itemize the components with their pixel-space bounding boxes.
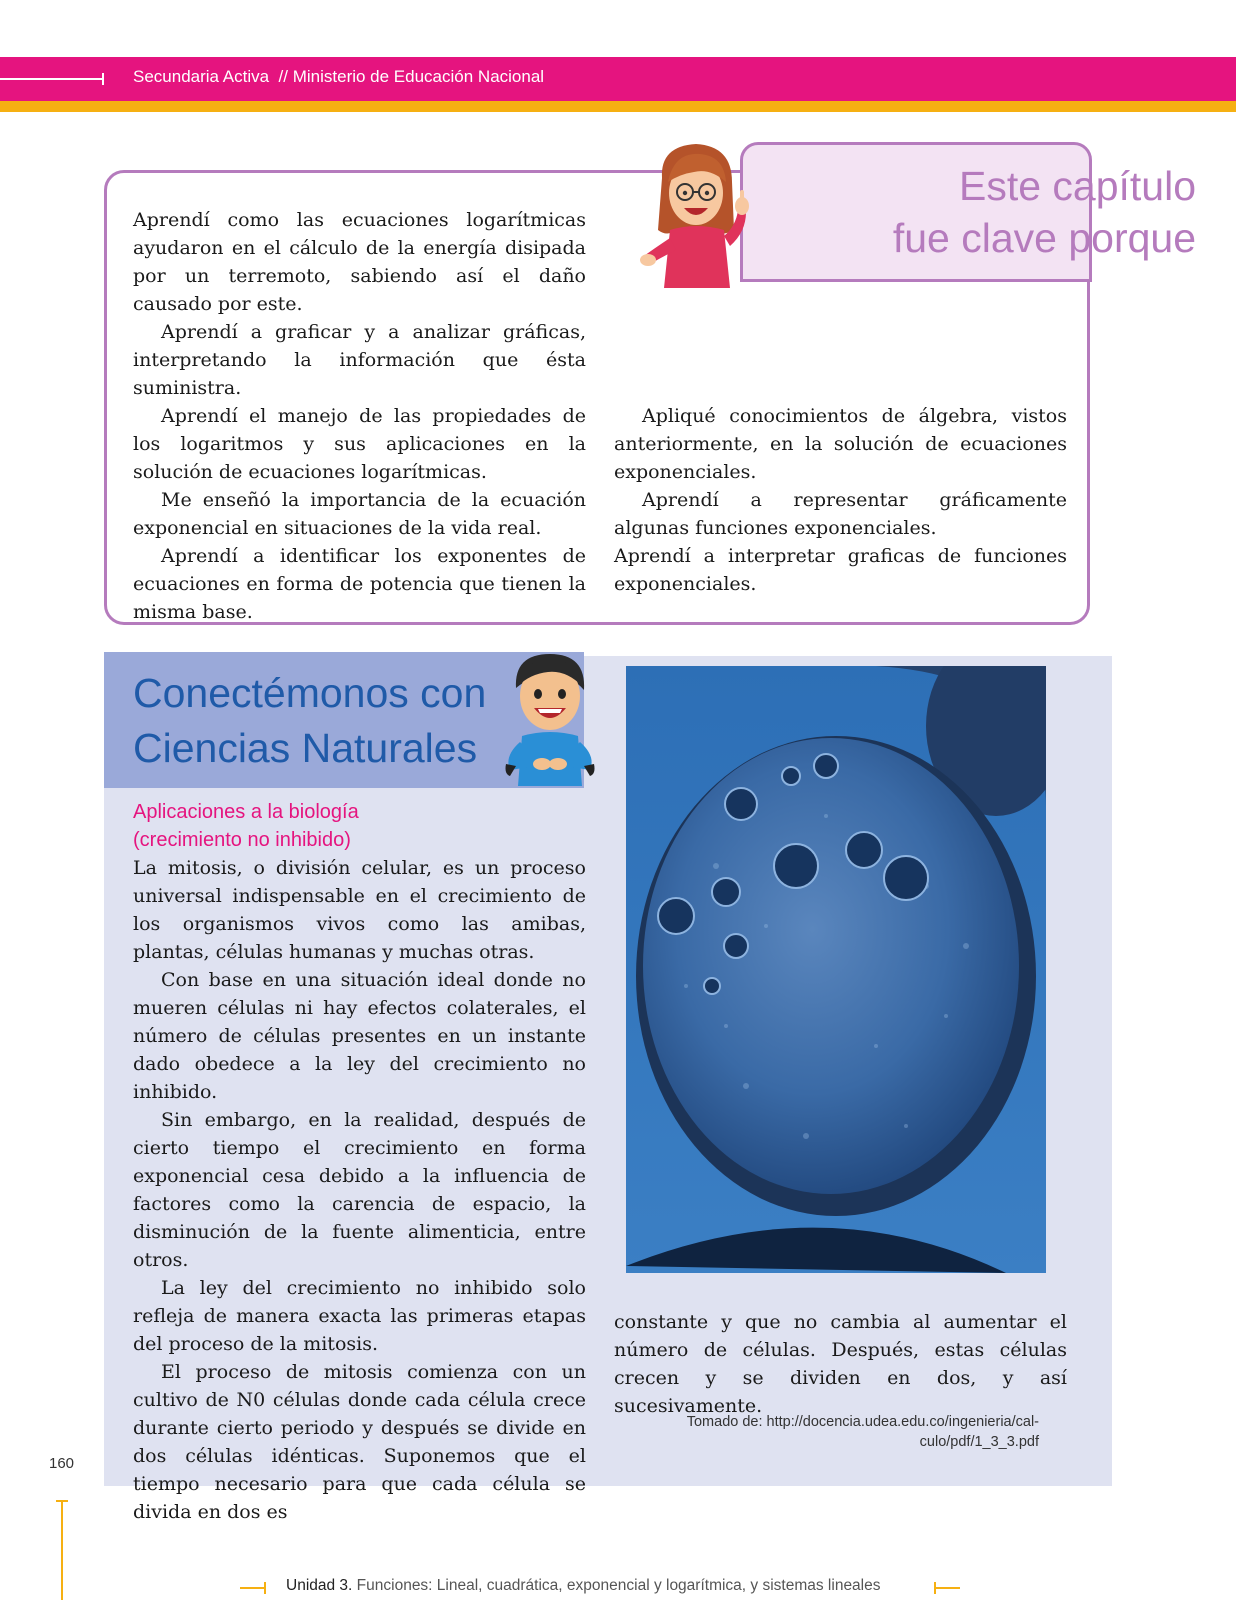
page-number: 160 [49, 1455, 75, 1472]
key-paragraph: Aprendí a graficar y a analizar gráficas, interpretando la información que ésta suministra. [133, 321, 586, 399]
chapter-key-left-column [133, 206, 586, 626]
connect-continuation: constante y que no cambia al aumentar el número de células. Después, estas células crecen y se dividen en dos, y así sucesivamente. [614, 1311, 1067, 1417]
footer-right-rule [934, 1587, 960, 1589]
header-stripe [0, 101, 1236, 112]
key-paragraph: Aprendí a identificar los exponentes de ecuaciones en forma de potencia que tienen la misma base. [133, 545, 586, 623]
chapter-key-right-column [614, 402, 1067, 598]
connect-body-text [133, 854, 586, 1526]
body-paragraph: Sin embargo, en la realidad, después de cierto tiempo el crecimiento en forma exponencial cesa debido a la influencia de factores como la carencia de espacio, la disminución de la fuente alimenticia, entre otros. [133, 1109, 586, 1271]
key-paragraph: Aprendí a interpretar graficas de funciones exponenciales. [614, 545, 1067, 595]
key-paragraph: Aprendí a representar gráficamente algunas funciones exponenciales. [614, 489, 1067, 539]
footer-left-rule [240, 1587, 266, 1589]
connect-subtitle: Aplicaciones a la biología (crecimiento no inhibido) [133, 801, 359, 851]
footer-vertical-rule [61, 1500, 63, 1600]
footer-vertical-rule-tick [56, 1500, 68, 1502]
footer-right-rule-tick [934, 1582, 936, 1594]
source-citation: Tomado de: http://docencia.udea.edu.co/ingenieria/cal- culo/pdf/1_3_3.pdf [686, 1414, 1039, 1450]
connect-title: Conectémonos con Ciencias Naturales [133, 670, 487, 771]
body-paragraph: La mitosis, o división celular, es un proceso universal indispensable en el crecimiento de los organismos vivos como las amibas, plantas, células humanas y muchas otras. [133, 857, 586, 963]
footer-left-rule-tick [264, 1582, 266, 1594]
footer-unit-title: Unidad 3. Funciones: Lineal, cuadrática, exponencial y logarítmica, y sistemas lineales [286, 1577, 881, 1594]
key-paragraph: Apliqué conocimientos de álgebra, vistos anteriormente, en la solución de ecuaciones exponenciales. [614, 405, 1067, 483]
teacher-girl-illustration [640, 138, 760, 290]
header-rule-tick [102, 73, 104, 85]
chapter-key-title: Este capítulo fue clave porque [892, 163, 1196, 261]
student-boy-illustration [500, 648, 600, 788]
key-paragraph: Me enseñó la importancia de la ecuación exponencial en situaciones de la vida real. [133, 489, 586, 539]
body-paragraph: El proceso de mitosis comienza con un cultivo de N0 células donde cada célula crece durante cierto periodo y después se divide en dos células idénticas. Suponemos que el tiempo necesario para que cada célula se divida en dos es [133, 1361, 586, 1523]
header-rule [0, 78, 104, 80]
key-paragraph: Aprendí el manejo de las propiedades de los logaritmos y sus aplicaciones en la solución de ecuaciones logarítmicas. [133, 405, 586, 483]
key-paragraph: Aprendí como las ecuaciones logarítmicas ayudaron en el cálculo de la energía disipada por un terremoto, sabiendo así el daño causado por este. [133, 209, 586, 315]
body-paragraph: Con base en una situación ideal donde no mueren células ni hay efectos colaterales, el número de células presentes en un instante dado obedece a la ley del crecimiento no inhibido. [133, 969, 586, 1103]
cell-culture-photo [626, 666, 1046, 1273]
body-paragraph: La ley del crecimiento no inhibido solo refleja de manera exacta las primeras etapas del proceso de la mitosis. [133, 1277, 586, 1355]
header-title: Secundaria Activa // Ministerio de Educación Nacional [133, 67, 545, 86]
